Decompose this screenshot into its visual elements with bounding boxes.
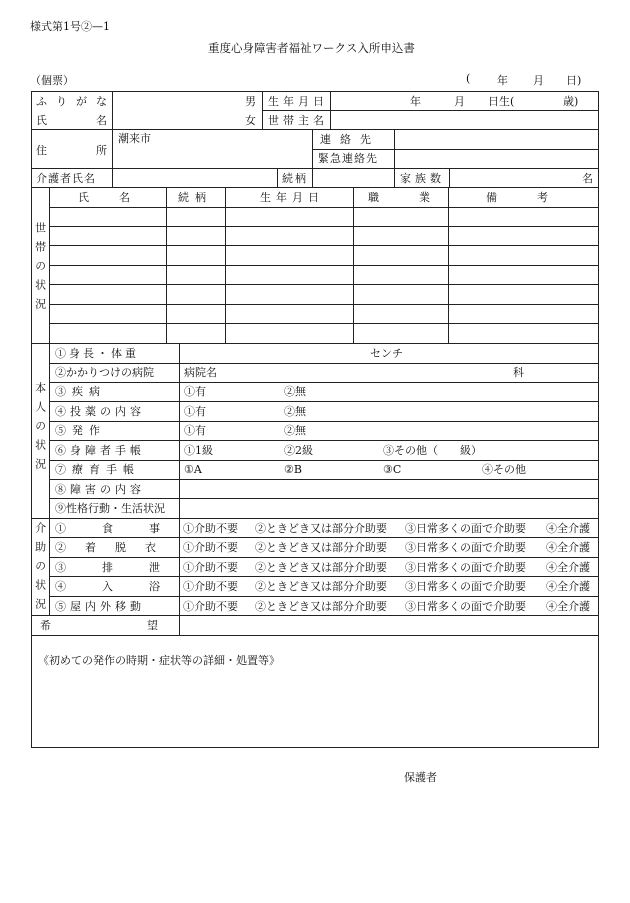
care-option-3[interactable]: ③日常多くの面で介助要 <box>405 541 526 554</box>
care-option-2[interactable]: ②ときどき又は部分介助要 <box>255 580 387 593</box>
furigana-label: ふりがな <box>36 95 116 108</box>
birth-day-age: 日生( <box>488 95 515 108</box>
care-option-2[interactable]: ②ときどき又は部分介助要 <box>255 600 387 613</box>
medication-option-no[interactable]: ②無 <box>284 405 306 418</box>
address-value[interactable]: 潮来市 <box>118 132 151 145</box>
care-option-2[interactable]: ②ときどき又は部分介助要 <box>255 541 387 554</box>
household-col-relation: 続柄 <box>178 191 212 204</box>
kojin-label: （個票） <box>30 74 74 87</box>
disability-grade-1[interactable]: ①1級 <box>184 444 213 457</box>
family-count-label: 家族数 <box>400 172 445 185</box>
date-day[interactable]: 日) <box>566 74 582 87</box>
date-year[interactable]: 年 <box>497 74 508 87</box>
person-row-seizure: ⑤発作 <box>55 424 106 437</box>
person-row-disability-card: ⑥身障者手帳 <box>55 444 145 457</box>
disease-option-yes[interactable]: ①有 <box>184 385 206 398</box>
care-option-1[interactable]: ①介助不要 <box>183 541 238 554</box>
household-col-name: 氏名 <box>78 191 160 204</box>
contact-label: 連絡先 <box>320 133 380 146</box>
care-row-label: ④入浴 <box>55 580 196 593</box>
care-row-label: ③排泄 <box>55 561 196 574</box>
household-section-label: 世帯の状況 <box>33 222 47 317</box>
birth-label: 生年月日 <box>268 95 328 108</box>
notes-label: 《初めての発作の時期・症状等の詳細・処置等》 <box>38 654 280 667</box>
disability-grade-other[interactable]: ③その他（ 級） <box>383 444 482 457</box>
disease-option-no[interactable]: ②無 <box>284 385 306 398</box>
name-label-right: 名 <box>96 114 107 127</box>
date-open: ( <box>466 72 471 85</box>
care-option-3[interactable]: ③日常多くの面で介助要 <box>405 580 526 593</box>
notes-field[interactable] <box>32 670 598 747</box>
person-row-disease: ③疾病 <box>55 385 106 398</box>
care-option-4[interactable]: ④全介護 <box>546 522 590 535</box>
disability-grade-2[interactable]: ②2級 <box>284 444 313 457</box>
person-row-behavior: ⑨性格行動・生活状況 <box>55 502 165 515</box>
form-number: 様式第1号②—1 <box>30 20 110 33</box>
caregiver-label: 介護者氏名 <box>36 172 96 185</box>
household-col-birthdate: 生年月日 <box>260 191 324 204</box>
care-option-1[interactable]: ①介助不要 <box>183 522 238 535</box>
wish-field[interactable] <box>180 616 598 635</box>
family-count-unit: 名 <box>582 172 593 185</box>
sex-male-option[interactable]: 男 <box>245 95 256 108</box>
care-row-label: ⑤屋内外移動 <box>55 600 145 613</box>
address-label-right: 所 <box>96 144 107 157</box>
seizure-option-no[interactable]: ②無 <box>284 424 306 437</box>
wish-label: 希望 <box>40 619 254 632</box>
care-row-label: ①食事 <box>55 522 196 535</box>
care-option-2[interactable]: ②ときどき又は部分介助要 <box>255 522 387 535</box>
rehab-grade-other[interactable]: ④その他 <box>482 463 526 476</box>
date-month[interactable]: 月 <box>533 74 544 87</box>
care-option-2[interactable]: ②ときどき又は部分介助要 <box>255 561 387 574</box>
care-option-4[interactable]: ④全介護 <box>546 580 590 593</box>
name-label-left: 氏 <box>36 114 47 127</box>
person-row-medication: ④投薬の内容 <box>55 405 145 418</box>
household-col-occupation: 職業 <box>368 191 470 204</box>
care-option-1[interactable]: ①介助不要 <box>183 561 238 574</box>
care-option-3[interactable]: ③日常多くの面で介助要 <box>405 561 526 574</box>
hospital-dept-label: 科 <box>513 366 524 379</box>
care-option-3[interactable]: ③日常多くの面で介助要 <box>405 600 526 613</box>
person-section-label: 本人の状況 <box>33 382 47 477</box>
medication-option-yes[interactable]: ①有 <box>184 405 206 418</box>
birth-month: 月 <box>454 95 465 108</box>
person-row-rehab-card: ⑦療育手帳 <box>55 463 140 476</box>
relation-label: 続柄 <box>282 172 308 185</box>
guardian-label: 保護者 <box>404 771 437 784</box>
height-unit: センチ <box>370 347 403 360</box>
hospital-name-label: 病院名 <box>184 366 217 379</box>
form-title: 重度心身障害者福祉ワークス入所申込書 <box>208 41 415 55</box>
care-row-label: ②着脱衣 <box>55 541 175 554</box>
address-label-left: 住 <box>36 144 47 157</box>
care-option-4[interactable]: ④全介護 <box>546 600 590 613</box>
rehab-grade-c[interactable]: ③C <box>383 463 402 476</box>
care-option-1[interactable]: ①介助不要 <box>183 580 238 593</box>
care-option-4[interactable]: ④全介護 <box>546 561 590 574</box>
person-row-disability-details: ⑧障害の内容 <box>55 483 145 496</box>
age-unit: 歳) <box>563 95 579 108</box>
seizure-option-yes[interactable]: ①有 <box>184 424 206 437</box>
person-row-hospital: ②かかりつけの病院 <box>55 366 154 379</box>
care-option-3[interactable]: ③日常多くの面で介助要 <box>405 522 526 535</box>
birth-year: 年 <box>410 95 421 108</box>
household-col-remarks: 備考 <box>486 191 588 204</box>
emergency-contact-label: 緊急連絡先 <box>318 152 378 165</box>
person-row-height-weight: ①身長・体重 <box>55 347 139 360</box>
care-section-label: 介助の状況 <box>33 522 47 617</box>
rehab-grade-b[interactable]: ②B <box>284 463 302 476</box>
care-option-4[interactable]: ④全介護 <box>546 541 590 554</box>
rehab-grade-a[interactable]: ①A <box>184 463 202 476</box>
householder-label: 世帯主名 <box>268 114 328 127</box>
sex-female-option[interactable]: 女 <box>245 114 256 127</box>
care-option-1[interactable]: ①介助不要 <box>183 600 238 613</box>
